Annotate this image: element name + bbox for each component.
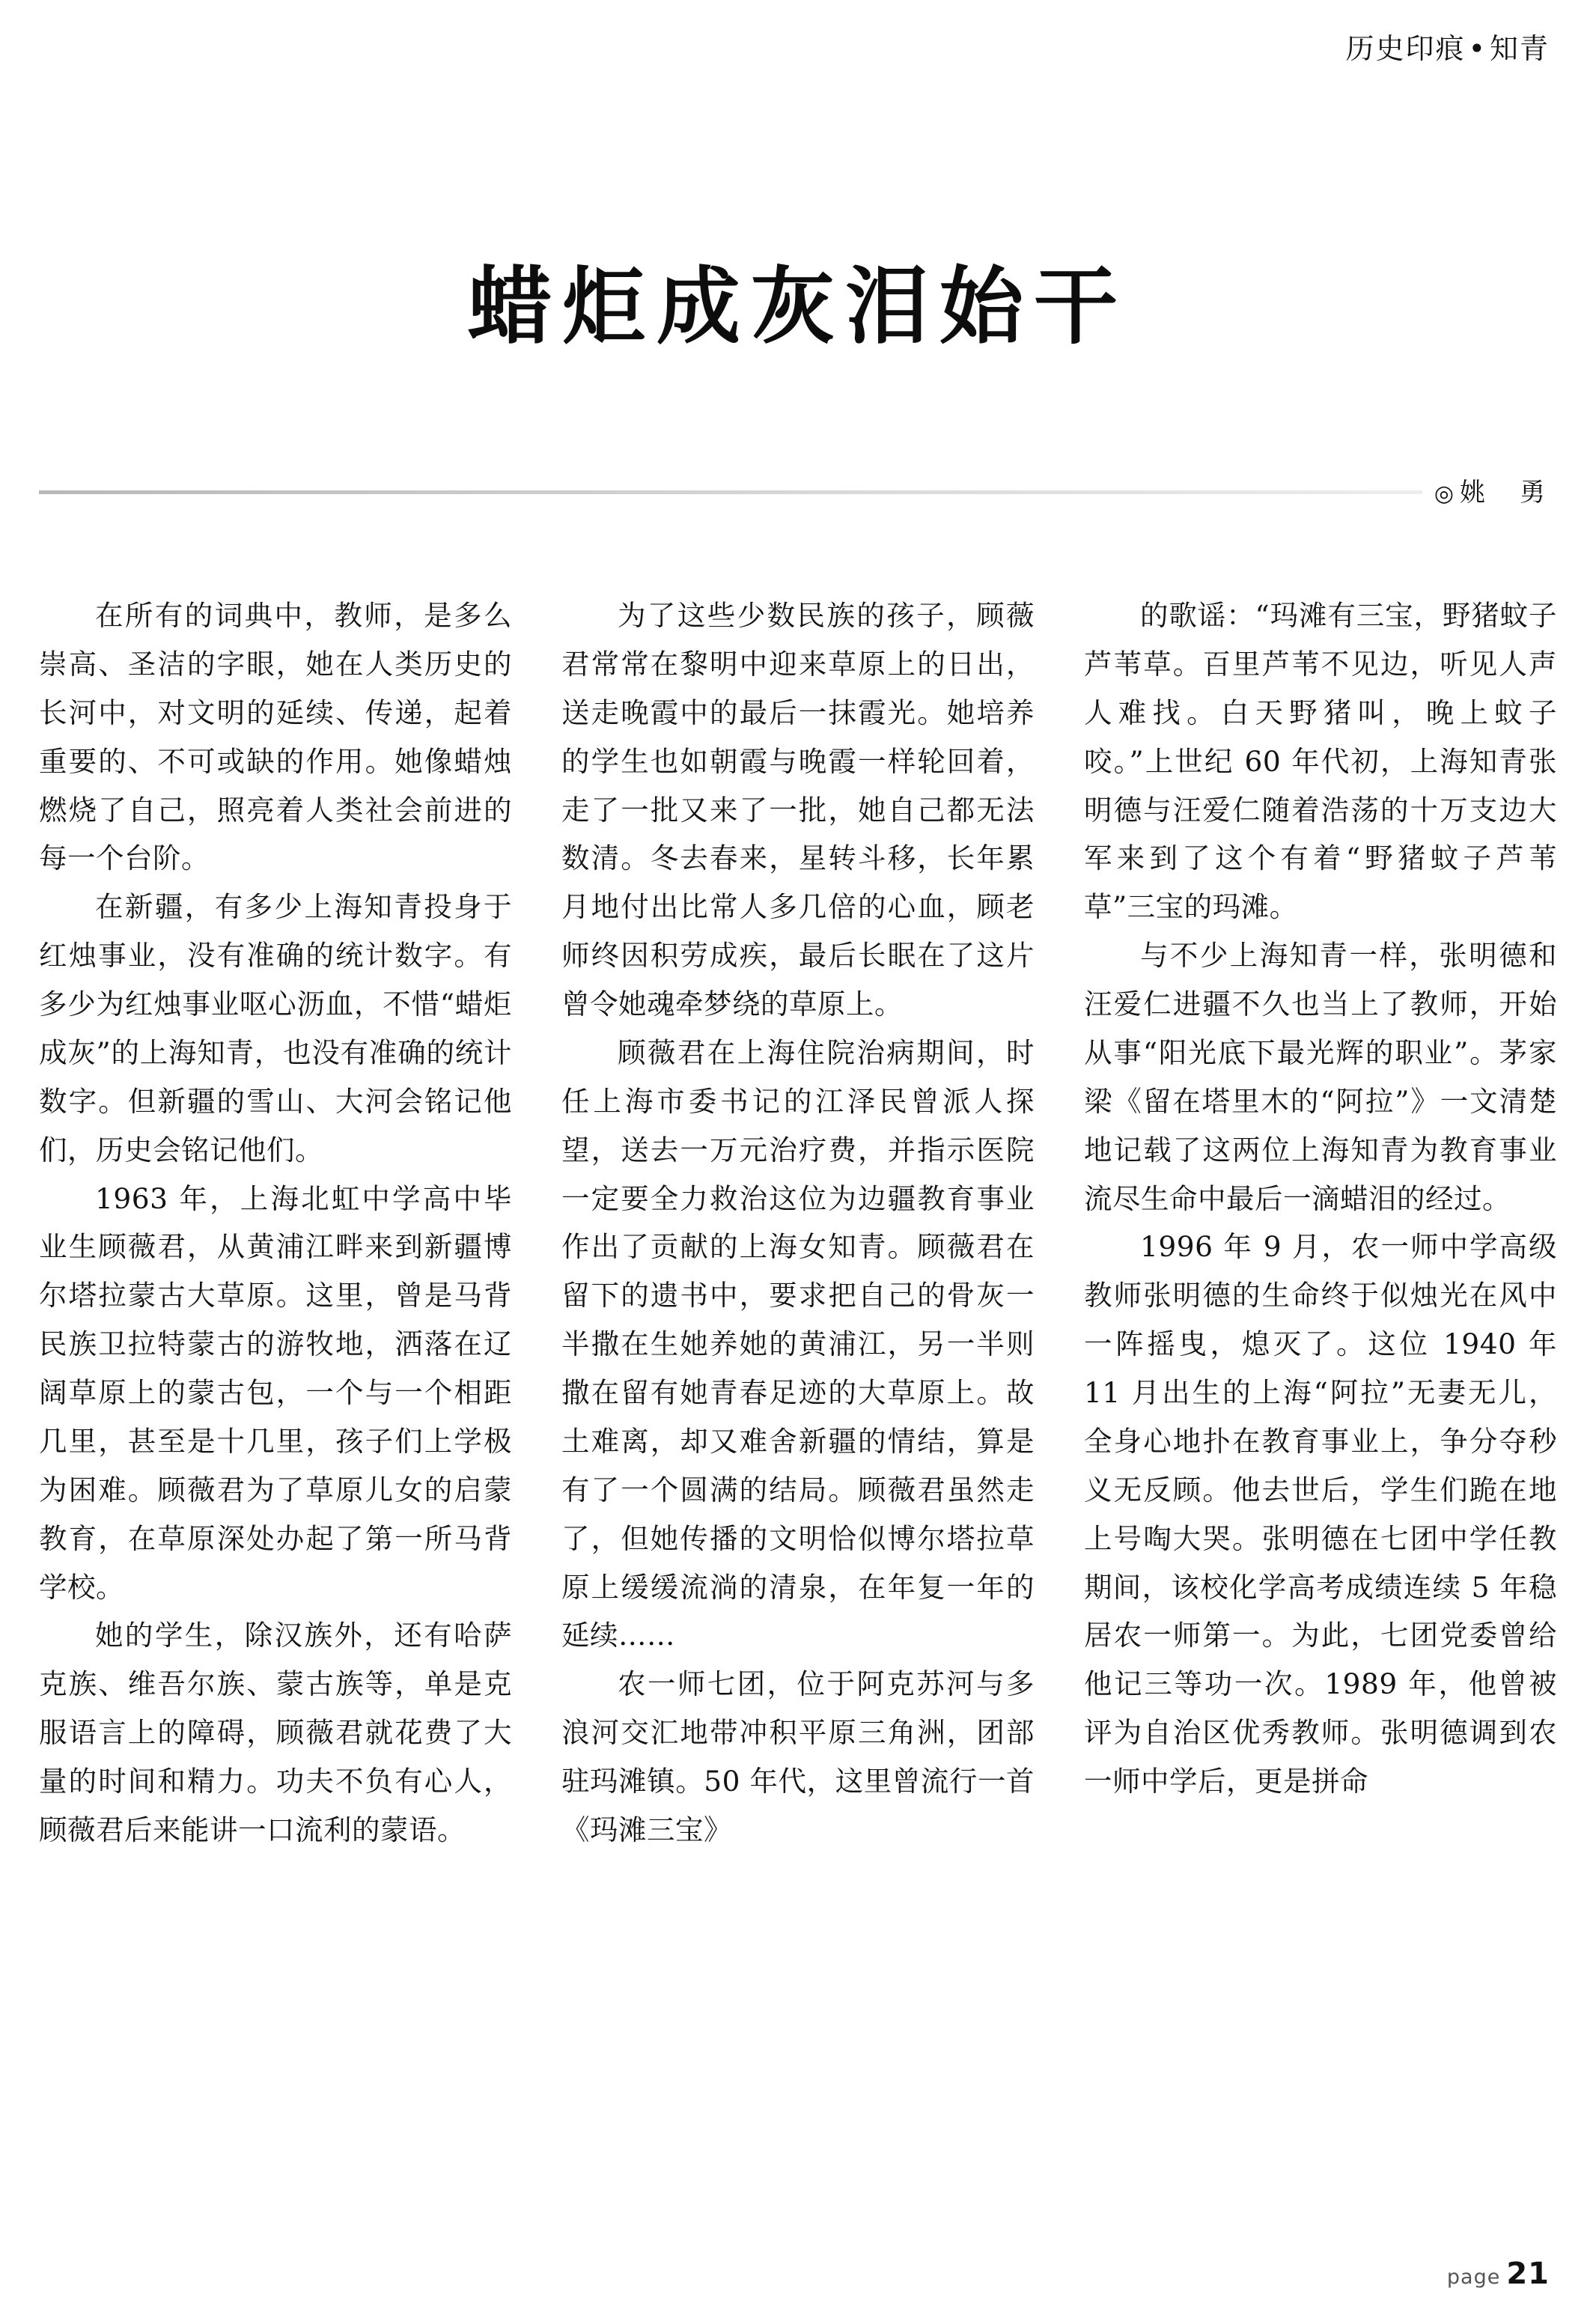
- paragraph: 为了这些少数民族的孩子，顾薇君常常在黎明中迎来草原上的日出，送走晚霞中的最后一抹霞光。她培养的学生也如朝霞与晚霞一样轮回着，走了一批又来了一批，她自己都无法数清。冬去春来，星转斗移，长年累月地付出比常人多几倍的心血，顾老师终因积劳成疾，最后长眠在了这片曾令她魂牵梦绕的草原上。: [561, 599, 1035, 1020]
- article-body: [39, 591, 1557, 1855]
- page-footer: [1447, 2257, 1550, 2291]
- footer-page-label: page: [1446, 2266, 1501, 2289]
- footer-page-number: 21: [1506, 2257, 1550, 2291]
- paragraph: 顾薇君在上海住院治病期间，时任上海市委书记的江泽民曾派人探望，送去一万元治疗费，并指示医院一定要全力救治这位为边疆教育事业作出了贡献的上海女知青。顾薇君在留下的遗书中，要求把自己的骨灰一半撒在生她养她的黄浦江，另一半则撒在留有她青春足迹的大草原上。故土难离，却又难舍新疆的情结，算是有了一个圆满的结局。顾薇君虽然走了，但她传播的文明恰似博尔塔拉草原上缓缓流淌的清泉，在年复一年的延续……: [561, 1035, 1035, 1652]
- paragraph: 在所有的词典中，教师，是多么崇高、圣洁的字眼，她在人类历史的长河中，对文明的延续、传递，起着重要的、不可或缺的作用。她像蜡烛燃烧了自己，照亮着人类社会前进的每一个台阶。: [39, 599, 512, 875]
- paragraph: 的歌谣：“玛滩有三宝，野猪蚊子芦苇草。百里芦苇不见边，听见人声人难找。白天野猪叫，晚上蚊子咬。”上世纪 60 年代初，上海知青张明德与汪爱仁随着浩荡的十万支边大军来到了这个有着“野猪蚊子芦苇草”三宝的玛滩。: [1084, 599, 1557, 924]
- column-2: [561, 591, 1035, 1855]
- byline: [1422, 472, 1550, 508]
- paragraph: 她的学生，除汉族外，还有哈萨克族、维吾尔族、蒙古族等，单是克服语言上的障碍，顾薇君就花费了大量的时间和精力。功夫不负有心人，顾薇君后来能讲一口流利的蒙语。: [39, 1619, 512, 1846]
- column-3: [1084, 591, 1557, 1855]
- running-header: [1346, 25, 1550, 67]
- byline-author: 姚 勇: [1460, 478, 1550, 508]
- page-title: 蜡炬成灰泪始干: [468, 258, 1128, 356]
- title-divider: [39, 490, 1469, 494]
- byline-marker-icon: ◎: [1434, 481, 1458, 507]
- column-1: [39, 591, 512, 1855]
- header-subsection: 知青: [1489, 32, 1550, 65]
- header-separator: •: [1468, 32, 1487, 65]
- paragraph: 在新疆，有多少上海知青投身于红烛事业，没有准确的统计数字。有多少为红烛事业呕心沥血，不惜“蜡炬成灰”的上海知青，也没有准确的统计数字。但新疆的雪山、大河会铭记他们，历史会铭记他们。: [39, 890, 512, 1166]
- paragraph: 与不少上海知青一样，张明德和汪爱仁进疆不久也当上了教师，开始从事“阳光底下最光辉的职业”。茅家梁《留在塔里木的“阿拉”》一文清楚地记载了这两位上海知青为教育事业流尽生命中最后一滴蜡泪的经过。: [1084, 939, 1557, 1215]
- paragraph: 农一师七团，位于阿克苏河与多浪河交汇地带冲积平原三角洲，团部驻玛滩镇。50 年代，这里曾流行一首《玛滩三宝》: [561, 1667, 1035, 1846]
- header-section: 历史印痕: [1345, 32, 1466, 65]
- paragraph: 1996 年 9 月，农一师中学高级教师张明德的生命终于似烛光在风中一阵摇曳，熄灭了。这位 1940 年 11 月出生的上海“阿拉”无妻无儿，全身心地扑在教育事业上，争分夺秒义无反顾。他去世后，学生们跪在地上号啕大哭。张明德在七团中学任教期间，该校化学高考成绩连续 5 年稳居农一师第一。为此，七团党委曾给他记三等功一次。1989 年，他曾被评为自治区优秀教师。张明德调到农一师中学后，更是拼命: [1084, 1230, 1557, 1798]
- paragraph: 1963 年，上海北虹中学高中毕业生顾薇君，从黄浦江畔来到新疆博尔塔拉蒙古大草原。这里，曾是马背民族卫拉特蒙古的游牧地，洒落在辽阔草原上的蒙古包，一个与一个相距几里，甚至是十几里，孩子们上学极为困难。顾薇君为了草原儿女的启蒙教育，在草原深处办起了第一所马背学校。: [39, 1181, 512, 1604]
